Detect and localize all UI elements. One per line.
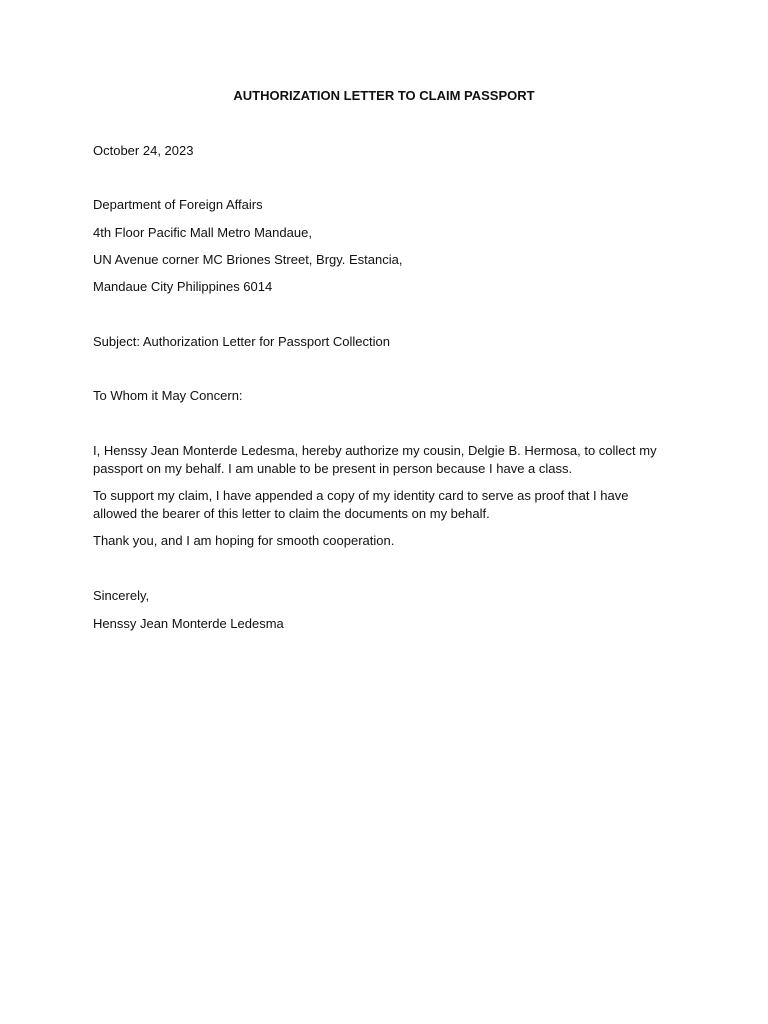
recipient-line-4: Mandaue City Philippines 6014 (93, 279, 273, 294)
recipient-line-3: UN Avenue corner MC Briones Street, Brgy. Estancia, (93, 252, 403, 267)
letter-closing: Sincerely, (93, 588, 150, 603)
recipient-line-2: 4th Floor Pacific Mall Metro Mandaue, (93, 225, 312, 240)
body-paragraph-2-line-2: allowed the bearer of this letter to claim the documents on my behalf. (93, 506, 490, 521)
letter-salutation: To Whom it May Concern: (93, 388, 243, 403)
body-paragraph-1-line-1: I, Henssy Jean Monterde Ledesma, hereby authorize my cousin, Delgie B. Hermosa, to collect my (93, 443, 657, 458)
recipient-line-1: Department of Foreign Affairs (93, 197, 263, 212)
letter-subject: Subject: Authorization Letter for Passport Collection (93, 334, 390, 349)
body-paragraph-2-line-1: To support my claim, I have appended a copy of my identity card to serve as proof that I have (93, 488, 629, 503)
body-paragraph-1-line-2: passport on my behalf. I am unable to be present in person because I have a class. (93, 461, 573, 476)
letter-signatory: Henssy Jean Monterde Ledesma (93, 616, 284, 631)
letter-date: October 24, 2023 (93, 143, 194, 158)
letter-title: AUTHORIZATION LETTER TO CLAIM PASSPORT (233, 88, 535, 103)
body-paragraph-3: Thank you, and I am hoping for smooth cooperation. (93, 533, 395, 548)
